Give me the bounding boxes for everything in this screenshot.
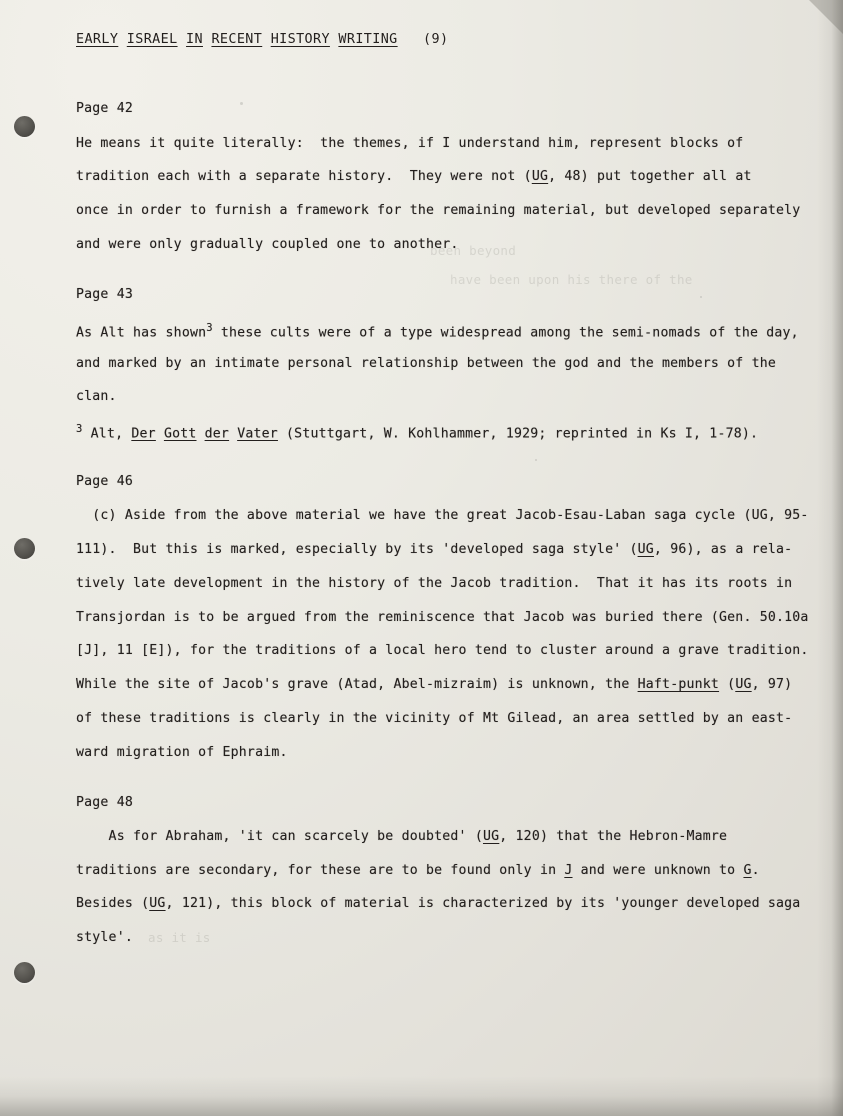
body-line: of these traditions is clearly in the vicinity of Mt Gilead, an area settled by an east- <box>76 711 793 726</box>
body-line: As Alt has shown$^3$ these cults were of a type widespread among the semi-nomads of the day, <box>76 322 799 341</box>
body-line: Transjordan is to be argued from the reminiscence that Jacob was buried there (Gen. 50.10a <box>76 610 809 625</box>
footnote-line: $^3$ Alt, Der Gott der Vater (Stuttgart, W. Kohlhammer, 1929; reprinted in Ks I, 1-78). <box>76 423 759 442</box>
section-heading: Page 42 <box>76 101 133 116</box>
body-line: He means it quite literally: the themes, if I understand him, represent blocks of <box>76 136 744 151</box>
siglum-g: G <box>743 863 752 878</box>
paper-speck <box>535 459 537 461</box>
header-word-writing: WRITING <box>338 32 398 47</box>
footnote-title-der: Der <box>131 426 156 442</box>
citation-ug: UG <box>149 896 166 911</box>
term-haft-punkt: Haft-punkt <box>637 677 720 692</box>
paper-speck <box>240 102 243 105</box>
body-line: traditions are secondary, for these are to be found only in J and were unknown to G. <box>76 863 760 878</box>
citation-ug: UG <box>531 169 549 184</box>
body-line: style'. <box>76 930 133 945</box>
siglum-j: J <box>564 863 573 878</box>
body-line: 111). But this is marked, especially by its 'developed saga style' (UG, 96), as a rela- <box>76 542 793 557</box>
body-line: ward migration of Ephraim. <box>76 745 288 760</box>
body-line: tradition each with a separate history. They were not (UG, 48) put together all at <box>76 169 752 184</box>
footnote-title-gott: Gott <box>163 426 197 442</box>
body-line: tively late development in the history of the Jacob tradition. That it has its roots in <box>76 576 793 591</box>
header-word-in: IN <box>186 32 203 47</box>
show-through-mark: been beyond <box>430 243 517 258</box>
show-through-mark: have been upon his there of the <box>450 272 693 287</box>
paper-speck <box>700 296 702 298</box>
footnote-title-vater: Vater <box>237 426 278 442</box>
body-line: once in order to furnish a framework for the remaining material, but developed separately <box>76 203 801 218</box>
header-word-early: EARLY <box>76 32 119 47</box>
citation-ug: UG <box>482 829 500 844</box>
section-heading: Page 48 <box>76 795 133 810</box>
body-line: clan. <box>76 389 117 404</box>
body-line: and were only gradually coupled one to another. <box>76 237 459 252</box>
body-line: (c) Aside from the above material we have the great Jacob-Esau-Laban saga cycle (UG, 95- <box>76 508 809 523</box>
footnote-number: 3 <box>76 423 83 435</box>
footnote-marker: 3 <box>206 322 213 334</box>
citation-ug: UG <box>637 542 654 557</box>
body-line: and marked by an intimate personal relationship between the god and the members of the <box>76 356 777 371</box>
citation-ug: UG <box>735 677 752 692</box>
page-corner-fold <box>809 0 843 34</box>
show-through-mark: as it is <box>148 930 211 945</box>
section-heading: Page 46 <box>76 474 133 489</box>
header-word-history: HISTORY <box>270 32 330 47</box>
header-page-number: (9) <box>423 32 449 47</box>
section-heading: Page 43 <box>76 287 133 302</box>
footnote-title-der2: der <box>204 426 230 442</box>
document-header <box>76 32 448 47</box>
body-line: [J], 11 [E]), for the traditions of a local hero tend to cluster around a grave tradition. <box>76 643 809 658</box>
header-word-recent: RECENT <box>211 32 263 47</box>
body-line: Besides (UG, 121), this block of material is characterized by its 'younger developed saga <box>76 896 801 911</box>
body-line: As for Abraham, 'it can scarcely be doubted' (UG, 120) that the Hebron-Mamre <box>76 829 728 844</box>
header-word-israel: ISRAEL <box>126 32 178 47</box>
body-line: While the site of Jacob's grave (Atad, Abel-mizraim) is unknown, the Haft-punkt (UG, 97) <box>76 677 793 692</box>
